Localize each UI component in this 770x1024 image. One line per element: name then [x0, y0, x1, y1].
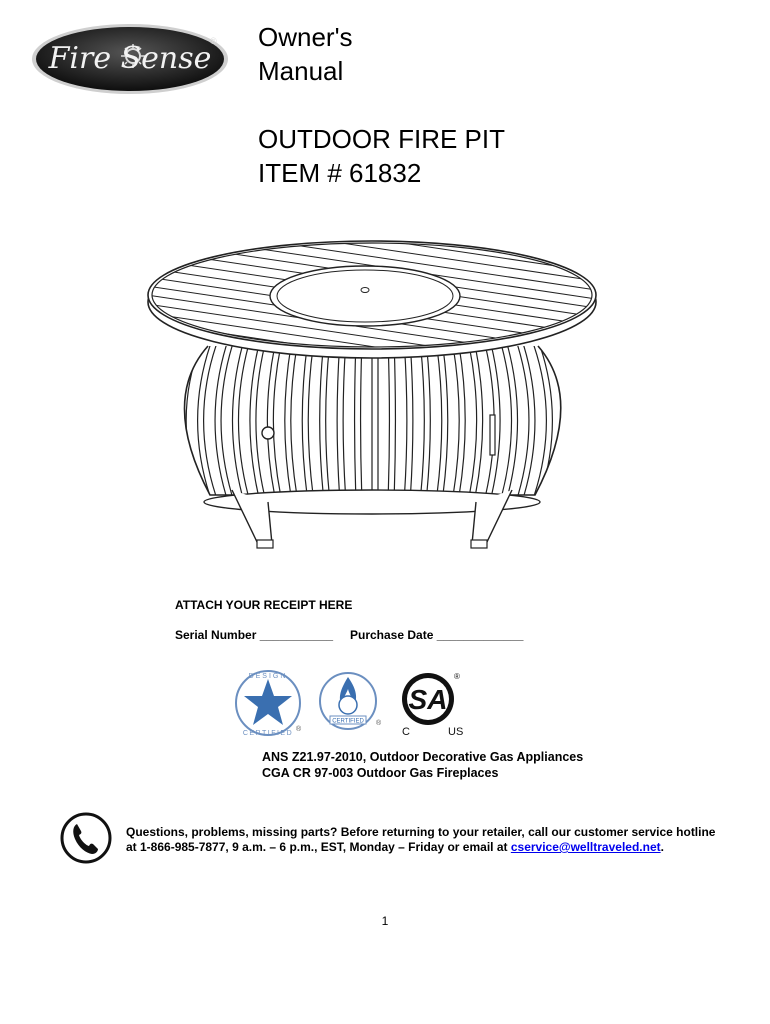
phone-icon — [60, 812, 112, 864]
certification-logos — [228, 665, 508, 743]
svg-text:CERTIFIED: CERTIFIED — [332, 718, 364, 725]
page-number: 1 — [381, 914, 389, 928]
serial-number-field: Serial Number ___________ — [175, 628, 334, 642]
flame-certified-icon — [320, 673, 382, 729]
standard-cga: CGA CR 97-003 Outdoor Gas Fireplaces — [262, 766, 499, 780]
svg-text:CERTIFIED: CERTIFIED — [242, 730, 294, 737]
logo-text: Fire Sense — [48, 41, 212, 76]
attach-receipt-heading: ATTACH YOUR RECEIPT HERE — [175, 598, 353, 612]
title-manual: Manual — [258, 56, 344, 86]
title-product: OUTDOOR FIRE PIT — [258, 124, 505, 154]
title-owners: Owner's — [258, 22, 353, 52]
svg-text:US: US — [448, 726, 464, 738]
title-block — [258, 20, 738, 190]
logo-registered: ® — [210, 36, 217, 46]
design-certified-icon — [236, 671, 302, 737]
email-link[interactable]: cservice@welltraveled.net — [510, 840, 661, 854]
fire-sense-logo — [30, 22, 230, 96]
svg-text:SA: SA — [408, 684, 448, 715]
svg-text:C: C — [402, 726, 410, 738]
fire-pit-illustration — [140, 240, 610, 560]
title-item-number: ITEM # 61832 — [258, 158, 422, 188]
svg-text:®: ® — [296, 726, 302, 733]
contact-text: Questions, problems, missing parts? Before returning to your retailer, call our customer service hotline at 1-866-985-7877, 9 a.m. – 6 p.m., EST, Monday – Friday or email at — [126, 825, 716, 854]
svg-text:®: ® — [376, 720, 382, 727]
customer-service-text: Questions, problems, missing parts? Before returning to your retailer, call our customer service hotline at 1-866-985-7877, 9 a.m. – 6 p.m., EST, Monday – Friday or email at cservice@welltraveled.net. — [126, 825, 716, 854]
csa-mark-icon — [402, 672, 463, 738]
svg-text:®: ® — [454, 672, 460, 681]
svg-text:DESIGN: DESIGN — [248, 673, 288, 680]
purchase-date-field: Purchase Date _____________ — [350, 628, 524, 642]
standard-ans: ANS Z21.97-2010, Outdoor Decorative Gas Appliances — [262, 750, 584, 764]
